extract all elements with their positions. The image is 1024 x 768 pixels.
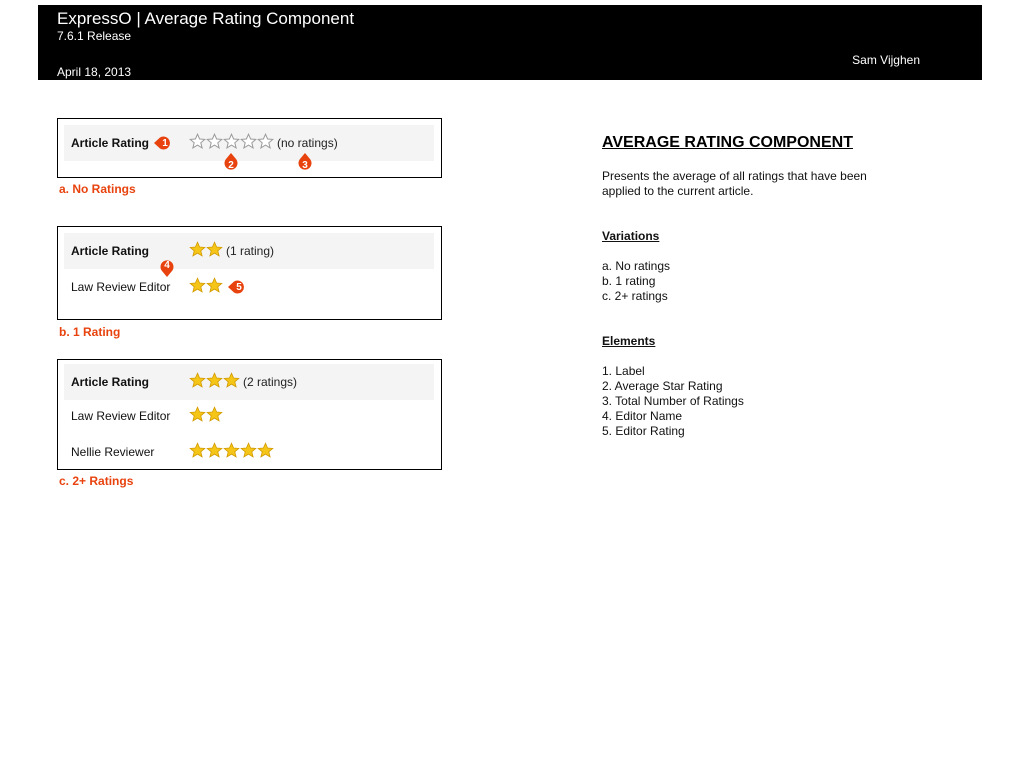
marker-3-total-ratings: 3 <box>295 152 315 172</box>
variation-item: b. 1 rating <box>602 274 656 288</box>
star-filled-icon <box>189 277 206 294</box>
star-empty-icon <box>206 133 223 150</box>
star-filled-icon <box>206 241 223 258</box>
variations-title: Variations <box>602 229 660 243</box>
element-item: 1. Label <box>602 364 645 378</box>
example-no-ratings-box <box>57 118 442 178</box>
editor-star-rating <box>189 442 274 460</box>
star-empty-icon <box>257 133 274 150</box>
editor-name: Law Review Editor <box>71 409 171 423</box>
star-filled-icon <box>189 372 206 389</box>
rating-count: (2 ratings) <box>243 375 298 389</box>
average-star-rating <box>189 133 274 151</box>
element-item: 3. Total Number of Ratings <box>602 394 744 408</box>
average-star-rating <box>189 241 223 259</box>
element-item: 2. Average Star Rating <box>602 379 723 393</box>
marker-4-editor-name: 4 <box>157 258 177 278</box>
star-filled-icon <box>206 406 223 423</box>
star-filled-icon <box>223 372 240 389</box>
caption-no-ratings: a. No Ratings <box>59 182 136 196</box>
article-rating-row <box>64 125 434 161</box>
editor-star-rating <box>189 406 223 424</box>
editor-rating-row <box>64 434 434 470</box>
editor-star-rating <box>189 277 223 295</box>
editor-rating-row <box>64 398 434 434</box>
average-star-rating <box>189 372 240 390</box>
star-filled-icon <box>189 442 206 459</box>
star-empty-icon <box>189 133 206 150</box>
editor-rating-row <box>64 269 434 305</box>
caption-one-rating: b. 1 Rating <box>59 325 121 339</box>
star-filled-icon <box>189 241 206 258</box>
star-filled-icon <box>206 442 223 459</box>
description-heading: AVERAGE RATING COMPONENT <box>602 134 853 151</box>
example-one-rating-box <box>57 226 442 320</box>
marker-2-average-stars: 2 <box>221 152 241 172</box>
article-rating-label: Article Rating <box>71 244 150 258</box>
element-item: 4. Editor Name <box>602 409 683 423</box>
header-bar <box>38 5 982 80</box>
star-filled-icon <box>240 442 257 459</box>
star-filled-icon <box>206 277 223 294</box>
star-empty-icon <box>240 133 257 150</box>
article-rating-row <box>64 233 434 269</box>
page-title: ExpressO | Average Rating Component <box>57 9 355 28</box>
star-filled-icon <box>257 442 274 459</box>
marker-5-editor-rating: 5 <box>226 277 246 297</box>
editor-name: Law Review Editor <box>71 280 171 294</box>
editor-name: Nellie Reviewer <box>71 445 155 459</box>
element-item: 5. Editor Rating <box>602 424 685 438</box>
elements-title: Elements <box>602 334 656 348</box>
article-rating-label: Article Rating <box>71 375 150 389</box>
description-intro: Presents the average of all ratings that have been applied to the current article. <box>602 169 867 198</box>
variation-item: a. No ratings <box>602 259 671 273</box>
author-label: Sam Vijghen <box>852 53 920 67</box>
star-filled-icon <box>189 406 206 423</box>
example-multiple-ratings-box <box>57 359 442 470</box>
variations-list <box>602 259 670 304</box>
article-rating-label: Article Rating <box>71 136 150 150</box>
star-filled-icon <box>206 372 223 389</box>
star-filled-icon <box>223 442 240 459</box>
caption-multiple-ratings: c. 2+ Ratings <box>59 474 134 488</box>
variation-item: c. 2+ ratings <box>602 289 668 303</box>
date-label: April 18, 2013 <box>57 65 132 79</box>
component-description <box>602 134 902 438</box>
rating-count: (1 rating) <box>226 244 275 258</box>
release-label: 7.6.1 Release <box>57 29 132 43</box>
marker-1-label: 1 <box>152 133 172 153</box>
elements-list <box>602 364 744 439</box>
rating-count: (no ratings) <box>277 136 338 150</box>
star-empty-icon <box>223 133 240 150</box>
article-rating-row <box>64 364 434 400</box>
